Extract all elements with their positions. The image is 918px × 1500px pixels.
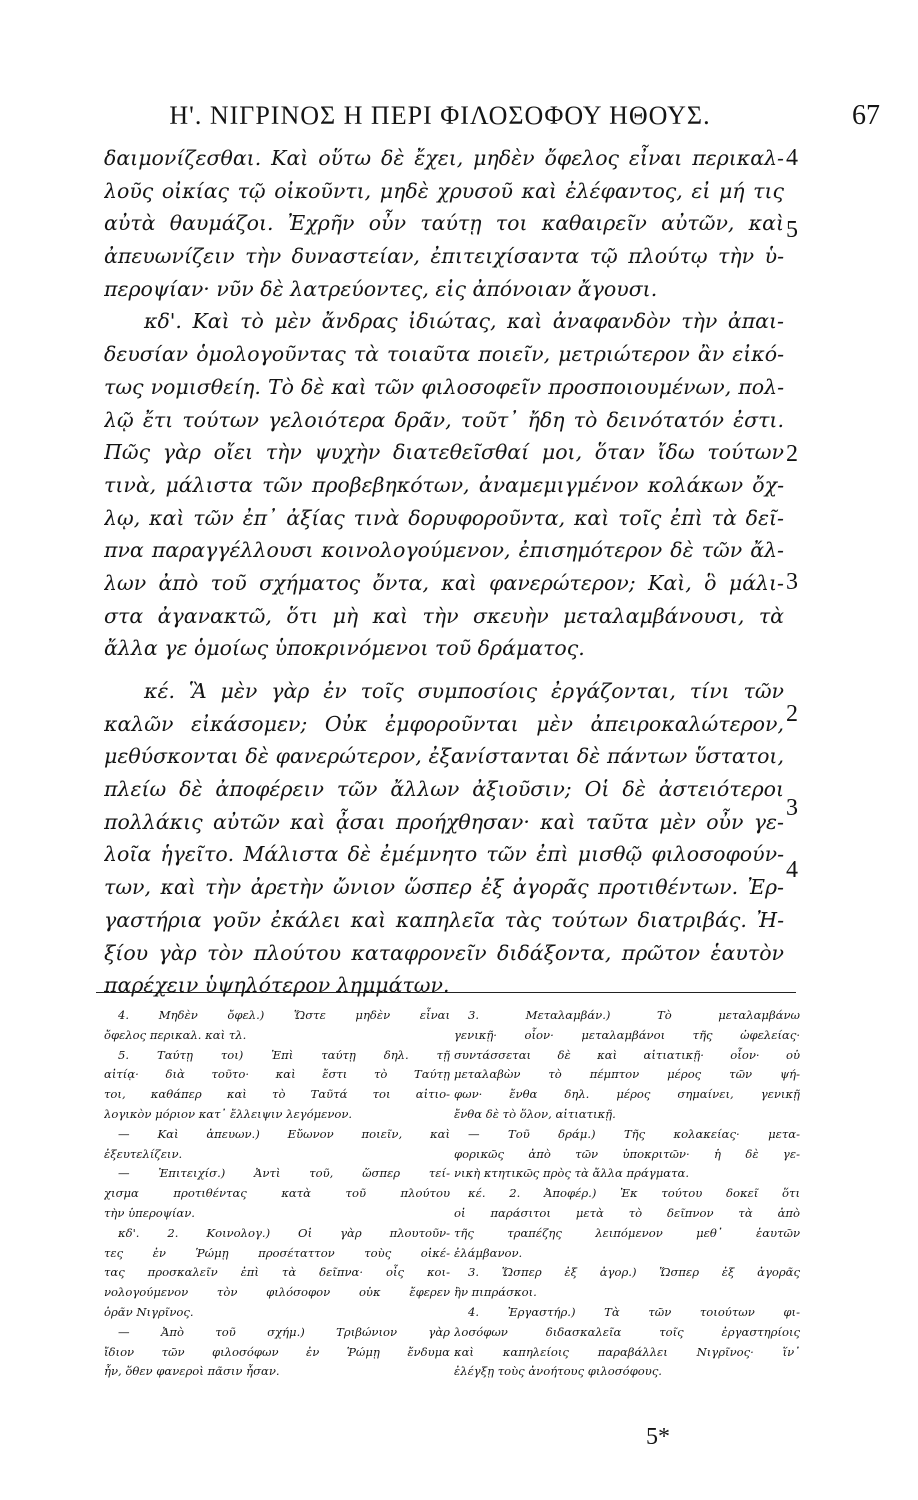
text-line: αὐτὰ θαυμάζοι. Ἐχρῆν οὖν ταύτῃ τοι καθαιρεῖν αὐτῶν, καὶ: [104, 211, 784, 236]
text-line: τως νομισθείη. Τὸ δὲ καὶ τῶν φιλοσοφεῖν προσποιουμένων, πολ-: [104, 374, 784, 399]
footnote-line: τοι, καθάπερ καὶ τὸ Ταῦτά τοι αἰτιο-: [104, 1087, 450, 1102]
text-line: Πῶς γὰρ οἴει τὴν ψυχὴν διατεθεῖσθαί μοι, ὅταν ἴδω τούτων: [104, 440, 784, 465]
footnote-line: ἐλάμβανον.: [454, 1245, 523, 1260]
margin-line-numbers: [786, 142, 826, 1002]
footnote-line: νολογούμενον τὸν φιλόσοφον οὐκ ἔφερεν: [104, 1285, 450, 1300]
footnote-line: τὴν ὑπεροψίαν.: [104, 1205, 195, 1220]
footnote-line: ἢν πιπράσκοι.: [454, 1285, 537, 1300]
footnote-line: χισμα προτιθέντας κατὰ τοῦ πλούτου: [104, 1186, 450, 1201]
footnote-line: λοσόφων διδασκαλεῖα τοῖς ἐργαστηρίοις: [454, 1324, 800, 1339]
text-line: λοῖα ἡγεῖτο. Μάλιστα δὲ ἐμέμνητο τῶν ἐπὶ μισθῷ φιλοσοφούν-: [104, 842, 784, 867]
footnote-line: 4. Μηδὲν ὄφελ.) Ὥστε μηδὲν εἶναι: [118, 1008, 450, 1022]
footnote-line: φων· ἔνθα δηλ. μέρος σημαίνει, γενικῇ: [454, 1087, 800, 1102]
text-line: λῷ ἔτι τούτων γελοιότερα δρᾶν, τοῦτ᾽ ἤδη τὸ δεινότατόν ἐστι.: [104, 407, 784, 432]
footnote-line: φορικῶς ἀπὸ τῶν ὑποκριτῶν· ἡ δὲ γε-: [454, 1146, 800, 1161]
text-line: μεθύσκονται δὲ φανερώτερον, ἐξανίστανται δὲ πάντων ὕστατοι,: [104, 744, 784, 769]
text-line: λων ἀπὸ τοῦ σχήματος ὄντα, καὶ φανερώτερον; Καὶ, ὃ μάλι-: [104, 570, 784, 595]
footnote-line: ἔνθα δὲ τὸ ὅλον, αἰτιατικῇ.: [454, 1106, 616, 1121]
text-line: γαστήρια γοῦν ἐκάλει καὶ καπηλεῖα τὰς τούτων διατριβάς. Ἠ-: [104, 907, 784, 932]
footnote-line: — Ἀπὸ τοῦ σχήμ.) Τριβώνιον γὰρ: [118, 1324, 450, 1339]
text-line: τινὰ, μάλιστα τῶν προβεβηκότων, ἀναμεμιγμένον κολάκων ὄχ-: [104, 472, 784, 497]
margin-number: 3: [786, 569, 798, 595]
text-line: ἄλλα γε ὁμοίως ὑποκρινόμενοι τοῦ δράματος.: [104, 636, 585, 661]
footnote-line: νικὴ κτητικῶς πρὸς τὰ ἄλλα πράγματα.: [454, 1166, 690, 1181]
footnote-line: ἐξευτελίζειν.: [104, 1146, 183, 1161]
text-line: των, καὶ τὴν ἀρετὴν ὤνιον ὥσπερ ἐξ ἀγορᾶς προτιθέντων. Ἐρ-: [104, 875, 784, 900]
margin-number: 5: [786, 217, 798, 243]
footnote-line: γενικῇ· οἷον· μεταλαμβάνοι τῆς ὠφελείας·: [454, 1027, 800, 1042]
text-line: παρέχειν ὑψηλότερον λημμάτων.: [104, 973, 450, 998]
footnote-line: 5. Ταύτῃ τοι) Ἐπὶ ταύτῃ δηλ. τῇ: [118, 1047, 450, 1062]
margin-number: 3: [786, 795, 798, 821]
footnote-line: 3. Μεταλαμβάν.) Τὸ μεταλαμβάνω: [468, 1008, 800, 1022]
section-start-line: κέ. Ἃ μὲν γὰρ ἐν τοῖς συμποσίοις ἐργάζονται, τίνι τῶν: [144, 679, 784, 703]
footnotes-left-column: [104, 1006, 450, 1382]
footnote-line: ὄφελος περικαλ. καὶ τλ.: [104, 1027, 247, 1042]
margin-number: 2: [786, 701, 798, 727]
text-line: καλῶν εἰκάσομεν; Οὐκ ἐμφοροῦνται μὲν ἀπειροκαλώτερον,: [104, 711, 784, 736]
text-line: ἀπευωνίζειν τὴν δυναστείαν, ἐπιτειχίσαντα τῷ πλούτῳ τὴν ὑ-: [104, 244, 784, 269]
footnote-line: ἐλέγξῃ τοὺς ἀνοήτους φιλοσόφους.: [454, 1364, 662, 1379]
margin-number: 4: [786, 145, 798, 171]
margin-number: 2: [786, 441, 798, 467]
footnote-line: 3. Ὥσπερ ἐξ ἀγορ.) Ὥσπερ ἐξ ἀγορᾶς: [468, 1265, 800, 1280]
footnote-line: — Καὶ ἀπευων.) Εὔωνον ποιεῖν, καὶ: [118, 1126, 450, 1141]
footnote-line: ἦν, ὅθεν φανεροὶ πᾶσιν ἦσαν.: [104, 1364, 280, 1379]
footnote-line: κδ'. 2. Κοινολογ.) Οἱ γὰρ πλουτοῦν-: [118, 1225, 450, 1240]
section-start-line: κδ'. Καὶ τὸ μὲν ἄνδρας ἰδιώτας, καὶ ἀναφανδὸν τὴν ἀπαι-: [144, 309, 784, 334]
running-head: [100, 96, 880, 136]
signature-mark: 5*: [646, 1424, 670, 1450]
main-text: [104, 142, 784, 1002]
text-line: λοῦς οἰκίας τῷ οἰκοῦντι, μηδὲ χρυσοῦ καὶ ἐλέφαντος, εἰ μή τις: [104, 178, 784, 203]
text-line: περοψίαν· νῦν δὲ λατρεύοντες, εἰς ἀπόνοιαν ἄγουσι.: [104, 276, 658, 301]
text-line: πολλάκις αὐτῶν καὶ ᾆσαι προήχθησαν· καὶ ταῦτα μὲν οὖν γε-: [104, 809, 784, 834]
footnote-line: μεταλαβὼν τὸ πέμπτον μέρος τῶν ψή-: [454, 1067, 800, 1082]
footnote-line: τῆς τραπέζης λειπόμενον μεθ᾽ ἑαυτῶν: [454, 1225, 800, 1240]
text-line: στα ἀγανακτῶ, ὅτι μὴ καὶ τὴν σκευὴν μεταλαμβάνουσι, τὰ: [104, 603, 784, 628]
page-number: 67: [852, 100, 880, 131]
footnote-line: 4. Ἐργαστήρ.) Τὰ τῶν τοιούτων φι-: [468, 1304, 800, 1319]
margin-number: 4: [786, 857, 798, 883]
footnote-line: ὁρᾶν Νιγρῖνος.: [104, 1304, 194, 1319]
footnote-line: τας προσκαλεῖν ἐπὶ τὰ δεῖπνα· οἷς κοι-: [104, 1265, 450, 1280]
footnote-rule: [96, 992, 796, 993]
footnote-line: λογικὸν μόριον κατ᾽ ἔλλειψιν λεγόμενον.: [104, 1106, 353, 1121]
footnote-line: — Τοῦ δράμ.) Τῆς κολακείας· μετα-: [468, 1126, 800, 1141]
footnote-line: καὶ καπηλείοις παραβάλλει Νιγρῖνος· ἵν᾽: [454, 1344, 800, 1359]
text-line: λῳ, καὶ τῶν ἐπ᾽ ἀξίας τινὰ δορυφοροῦντα, καὶ τοῖς ἐπὶ τὰ δεῖ-: [104, 505, 784, 530]
text-line: πνα παραγγέλλουσι κοινολογούμενον, ἐπισημότερον δὲ τῶν ἄλ-: [104, 538, 784, 563]
text-line: ξίου γὰρ τὸν πλούτου καταφρονεῖν διδάξοντα, πρῶτον ἑαυτὸν: [104, 940, 784, 965]
footnote-line: συντάσσεται δὲ καὶ αἰτιατικῇ· οἷον· οὐ: [454, 1047, 800, 1062]
footnote-line: τες ἐν Ῥώμῃ προσέταττον τοὺς οἰκέ-: [104, 1245, 450, 1260]
text-line: δευσίαν ὁμολογοῦντας τὰ τοιαῦτα ποιεῖν, μετριώτερον ἂν εἰκό-: [104, 342, 784, 367]
footnote-line: αἰτίᾳ· διὰ τοῦτο· καὶ ἔστι τὸ Ταύτῃ: [104, 1067, 450, 1082]
footnote-line: οἱ παράσιτοι μετὰ τὸ δεῖπνον τὰ ἀπὸ: [454, 1205, 800, 1220]
paragraph-gap: [104, 665, 784, 675]
text-line: δαιμονίζεσθαι. Καὶ οὕτω δὲ ἔχει, μηδὲν ὄφελος εἶναι περικαλ-: [104, 146, 784, 170]
footnotes-right-column: [454, 1006, 800, 1382]
running-title: Η'. ΝΙΓΡΙΝΟΣ Η ΠΕΡΙ ΦΙΛΟΣΟΦΟΥ ΗΘΟΥΣ.: [169, 101, 711, 130]
footnote-line: ἴδιον τῶν φιλοσόφων ἐν Ῥώμῃ ἔνδυμα: [104, 1344, 450, 1359]
footnote-line: — Ἐπιτειχίσ.) Ἀντὶ τοῦ, ὥσπερ τεί-: [118, 1166, 450, 1181]
text-line: πλείω δὲ ἀποφέρειν τῶν ἄλλων ἀξιοῦσιν; Οἱ δὲ ἀστειότεροι: [104, 777, 784, 802]
footnote-line: κέ. 2. Ἀποφέρ.) Ἐκ τούτου δοκεῖ ὅτι: [468, 1186, 800, 1201]
